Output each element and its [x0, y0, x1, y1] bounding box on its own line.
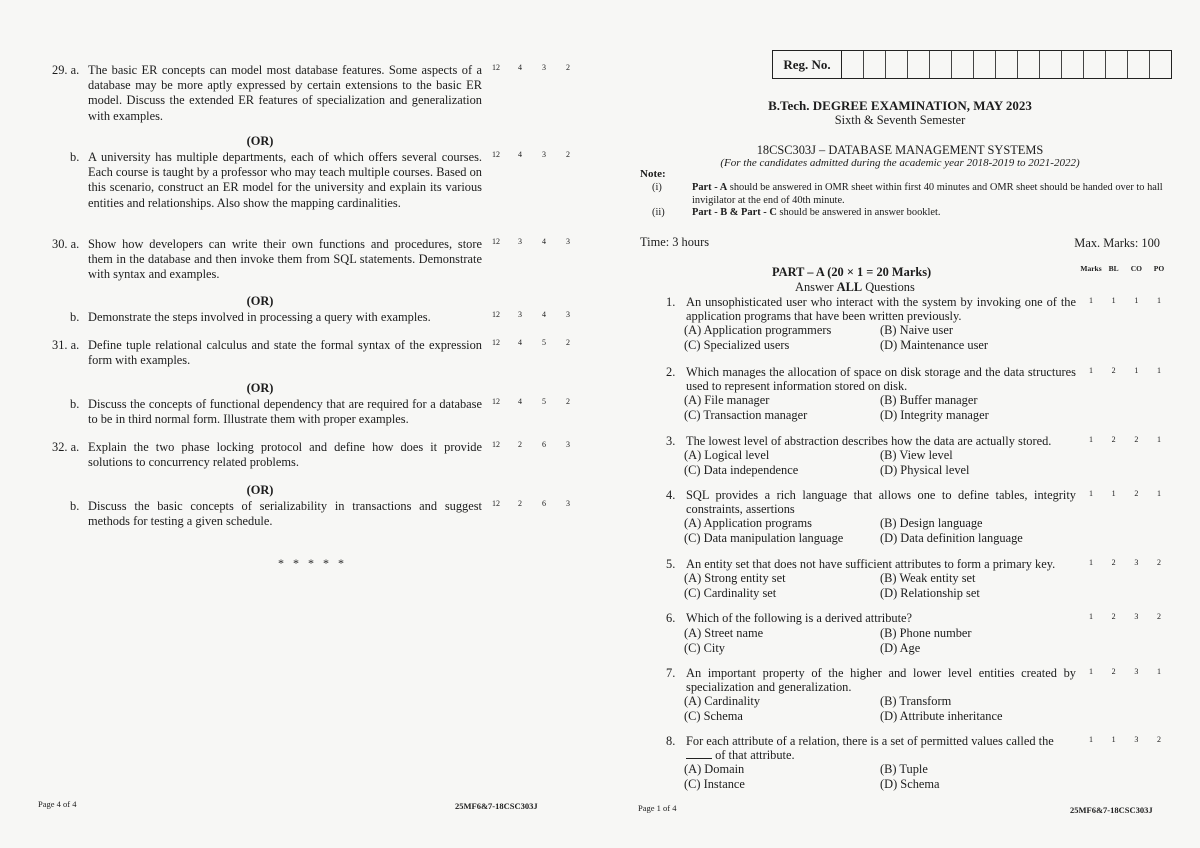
mcq-text-part-a: For each attribute of a relation, there is a set of permitted values called the [686, 734, 1054, 748]
po-value: 2 [566, 397, 570, 406]
question-30a [52, 237, 482, 283]
option-a[interactable]: (A) Application programs [684, 516, 813, 530]
marks-value: 12 [492, 440, 500, 449]
po-value: 2 [1156, 735, 1161, 744]
semester: Sixth & Seventh Semester [834, 113, 966, 127]
option-a[interactable]: (A) Domain [684, 762, 745, 776]
reg-digit-cell[interactable] [908, 51, 930, 78]
co-value: 3 [1134, 735, 1139, 744]
reg-digit-cell[interactable] [1062, 51, 1084, 78]
option-d[interactable]: (D) Attribute inheritance [880, 709, 1003, 723]
reg-digit-cell[interactable] [886, 51, 908, 78]
marks-value: 12 [492, 338, 500, 347]
exam-title: B.Tech. DEGREE EXAMINATION, MAY 2023 [768, 98, 1032, 113]
end-of-paper-stars: * * * * * [278, 556, 347, 570]
option-d[interactable]: (D) Integrity manager [880, 408, 989, 422]
question-text: Explain the two phase locking protocol and define how does it provide solutions to concurrency related problems. [88, 440, 482, 470]
candidates-note: (For the candidates admitted during the academic year 2018-2019 to 2021-2022) [720, 157, 1080, 169]
marks-row [487, 499, 577, 508]
co-value: 2 [1134, 489, 1139, 498]
bl-value: 2 [1111, 435, 1116, 444]
note-body: should be answered in OMR sheet within first 40 minutes and OMR sheet should be handed over to hall invigilator at the end of 40th minute. [692, 182, 1163, 206]
option-a[interactable]: (A) Cardinality [684, 694, 761, 708]
marks-value: 1 [1089, 558, 1093, 567]
co-value: 3 [1134, 558, 1139, 567]
mcq-5 [666, 557, 1076, 571]
mcq-7 [666, 666, 1076, 694]
question-number: 30. a. [52, 237, 80, 251]
reg-digit-cell[interactable] [974, 51, 996, 78]
marks-row [487, 237, 577, 246]
reg-digit-cell[interactable] [1128, 51, 1150, 78]
reg-digit-cell[interactable] [1106, 51, 1128, 78]
mcq-1 [666, 295, 1076, 323]
question-number: b. [70, 499, 80, 513]
option-b[interactable]: (B) Buffer manager [880, 393, 978, 407]
option-c[interactable]: (C) Data independence [684, 463, 799, 477]
reg-number-box [772, 50, 1172, 79]
po-value: 2 [566, 63, 570, 72]
co-value: 4 [542, 237, 546, 246]
question-text: Discuss the concepts of functional dependency that are required for a database to be in third normal form. Illustrate them with proper examples. [88, 397, 482, 427]
question-text: Define tuple relational calculus and state the formal syntax of the expression form with examples. [88, 338, 482, 368]
bl-value: 4 [518, 63, 522, 72]
marks-value: 1 [1089, 489, 1093, 498]
mcq-4 [666, 488, 1076, 516]
marks-row [1080, 489, 1170, 498]
marks-row [1080, 558, 1170, 567]
question-number: b. [70, 310, 80, 324]
reg-digit-cell[interactable] [1084, 51, 1106, 78]
option-b[interactable]: (B) Transform [880, 694, 952, 708]
or-separator: (OR) [246, 381, 274, 395]
mcq-number: 5. [666, 557, 676, 571]
po-value: 1 [1156, 435, 1161, 444]
mcq-2 [666, 365, 1076, 393]
marks-row [487, 397, 577, 406]
option-a[interactable]: (A) Logical level [684, 448, 770, 462]
note-item-1 [640, 182, 1170, 207]
exam-page-1 [600, 0, 1200, 848]
co-value: 3 [1134, 612, 1139, 621]
question-number: b. [70, 397, 80, 411]
po-value: 3 [566, 310, 570, 319]
option-d[interactable]: (D) Schema [880, 777, 940, 791]
marks-row [1080, 435, 1170, 444]
reg-digit-cell[interactable] [842, 51, 864, 78]
marks-row [1080, 296, 1170, 305]
question-32b [52, 499, 482, 529]
bl-value: 2 [518, 499, 522, 508]
po-value: 3 [566, 440, 570, 449]
po-value: 2 [1156, 558, 1161, 567]
question-31b [52, 397, 482, 427]
po-value: 1 [1156, 296, 1161, 305]
question-32a [52, 440, 482, 470]
bl-value: 3 [518, 310, 522, 319]
paper-code: 25MF6&7-18CSC303J [455, 801, 538, 811]
note-roman: (ii) [652, 207, 665, 218]
co-value: 1 [1134, 366, 1139, 375]
bl-value: 1 [1111, 489, 1116, 498]
marks-value: 1 [1089, 667, 1093, 676]
note-text [692, 207, 1170, 220]
mcq-number: 4. [666, 488, 676, 502]
page-number: Page 4 of 4 [38, 799, 77, 809]
mcq-text [686, 734, 1076, 762]
bl-value: 4 [518, 150, 522, 159]
marks-value: 1 [1089, 612, 1093, 621]
header-marks: Marks [1080, 264, 1102, 273]
header-co: CO [1130, 264, 1142, 273]
bl-value: 2 [1111, 667, 1116, 676]
option-c[interactable]: (C) Transaction manager [684, 408, 808, 422]
note-item-2 [640, 207, 1170, 220]
question-29a [52, 63, 482, 124]
marks-value: 1 [1089, 296, 1093, 305]
bl-value: 2 [518, 440, 522, 449]
mcq-text-part-b: of that attribute. [712, 748, 795, 763]
marks-value: 12 [492, 397, 500, 406]
marks-value: 1 [1089, 366, 1093, 375]
header-bl: BL [1108, 264, 1119, 273]
marks-row [487, 440, 577, 449]
bl-value: 1 [1111, 296, 1116, 305]
note-bold: Part - B & Part - C [692, 207, 777, 218]
co-value: 1 [1134, 296, 1139, 305]
marks-row [1080, 667, 1170, 676]
mcq-text: An unsophisticated user who interact with the system by invoking one of the application programs that have been written previously. [686, 295, 1076, 324]
marks-value: 12 [492, 237, 500, 246]
reg-digit-cell[interactable] [996, 51, 1018, 78]
reg-digit-cell[interactable] [952, 51, 974, 78]
co-value: 6 [542, 499, 546, 508]
option-a[interactable]: (A) File manager [684, 393, 770, 407]
po-value: 3 [566, 237, 570, 246]
mcq-text: Which of the following is a derived attribute? [686, 611, 913, 625]
mcq-text: The lowest level of abstraction describes how the data are actually stored. [686, 434, 1052, 448]
question-text: Show how developers can write their own functions and procedures, store them in the database and then invoke them from SQL statements. Demonstrate with syntax and examples. [88, 237, 482, 282]
po-value: 2 [566, 338, 570, 347]
note-bold: Part - A [692, 182, 728, 193]
note-text [692, 182, 1170, 207]
mcq-number: 2. [666, 365, 676, 379]
po-value: 2 [566, 150, 570, 159]
mcq-6 [666, 611, 1076, 625]
marks-columns-header [1080, 264, 1170, 273]
marks-value: 1 [1089, 435, 1093, 444]
paper-code: 25MF6&7-18CSC303J [1070, 805, 1153, 815]
marks-row [487, 150, 577, 159]
option-a[interactable]: (A) Street name [684, 626, 764, 640]
po-value: 1 [1156, 489, 1161, 498]
po-value: 1 [1156, 667, 1161, 676]
co-value: 4 [542, 310, 546, 319]
question-30b [52, 310, 482, 325]
option-d[interactable]: (D) Maintenance user [880, 338, 989, 352]
option-d[interactable]: (D) Data definition language [880, 531, 1023, 545]
or-separator: (OR) [246, 134, 274, 148]
question-number: b. [70, 150, 80, 164]
or-separator: (OR) [246, 294, 274, 308]
marks-row [487, 338, 577, 347]
reg-digit-cell[interactable] [930, 51, 952, 78]
option-a[interactable]: (A) Strong entity set [684, 571, 786, 585]
option-c[interactable]: (C) Schema [684, 709, 743, 723]
marks-row [1080, 735, 1170, 744]
bl-value: 2 [1111, 558, 1116, 567]
fill-in-blank [686, 758, 712, 759]
bl-value: 2 [1111, 366, 1116, 375]
mcq-text: Which manages the allocation of space on disk storage and the data structures used to represent information stored on disk. [686, 365, 1076, 394]
bl-value: 1 [1111, 735, 1116, 744]
mcq-number: 8. [666, 734, 676, 748]
option-a[interactable]: (A) Application programmers [684, 323, 832, 337]
mcq-8 [666, 734, 1076, 762]
note-roman: (i) [652, 182, 662, 193]
marks-row [487, 63, 577, 72]
page-number: Page 1 of 4 [638, 803, 677, 813]
question-number: 29. a. [52, 63, 80, 77]
marks-row [1080, 366, 1170, 375]
marks-value: 12 [492, 310, 500, 319]
marks-row [487, 310, 577, 319]
co-value: 5 [542, 397, 546, 406]
note-label: Note: [640, 168, 666, 180]
answer-all-suffix: Questions [862, 280, 915, 294]
marks-value: 12 [492, 499, 500, 508]
co-value: 3 [542, 63, 546, 72]
mcq-number: 1. [666, 295, 676, 309]
option-d[interactable]: (D) Age [880, 641, 921, 655]
question-text: The basic ER concepts can model most database features. Some aspects of a database may be more aptly expressed by certain extensions to the basic ER model. Discuss the extended ER features of specialization and generalization with examples. [88, 63, 482, 123]
reg-digit-cell[interactable] [864, 51, 886, 78]
reg-digit-cell[interactable] [1150, 51, 1171, 78]
option-c[interactable]: (C) City [684, 641, 725, 655]
question-text: Discuss the basic concepts of serializability in transactions and suggest methods for testing a given schedule. [88, 499, 482, 529]
option-c[interactable]: (C) Specialized users [684, 338, 790, 352]
question-text: A university has multiple departments, each of which offers several courses. Each course is taught by a professor who may teach multiple courses. Based on this scenario, construct an ER model for the university and explain its various entities and relationships. Also show the mapping cardinalities. [88, 150, 482, 210]
mcq-text: SQL provides a rich language that allows one to define tables, integrity constraints, assertions [686, 488, 1076, 517]
header-po: PO [1153, 264, 1165, 273]
marks-row [1080, 612, 1170, 621]
course-title: 18CSC303J – DATABASE MANAGEMENT SYSTEMS [756, 143, 1044, 157]
option-b[interactable]: (B) Weak entity set [880, 571, 976, 585]
option-b[interactable]: (B) View level [880, 448, 953, 462]
question-29b [52, 150, 482, 211]
question-number: 32. a. [52, 440, 80, 454]
option-c[interactable]: (C) Instance [684, 777, 745, 791]
option-b[interactable]: (B) Design language [880, 516, 983, 530]
co-value: 3 [1134, 667, 1139, 676]
mcq-number: 3. [666, 434, 676, 448]
mcq-3 [666, 434, 1076, 448]
reg-digit-cell[interactable] [1018, 51, 1040, 78]
mcq-number: 7. [666, 666, 676, 680]
marks-value: 1 [1089, 735, 1093, 744]
question-31a [52, 338, 482, 368]
answer-all-instruction [795, 280, 915, 295]
exam-duration: Time: 3 hours [640, 235, 710, 249]
question-number: 31. a. [52, 338, 80, 352]
bl-value: 2 [1111, 612, 1116, 621]
mcq-number: 6. [666, 611, 676, 625]
marks-value: 12 [492, 150, 500, 159]
max-marks: Max. Marks: 100 [1074, 236, 1160, 250]
bl-value: 4 [518, 338, 522, 347]
part-a-heading: PART – A (20 × 1 = 20 Marks) [772, 265, 932, 279]
mcq-text: An important property of the higher and lower level entities created by specialization and generalization. [686, 666, 1076, 695]
option-c[interactable]: (C) Cardinality set [684, 586, 777, 600]
reg-digit-cell[interactable] [1040, 51, 1062, 78]
question-text: Demonstrate the steps involved in processing a query with examples. [88, 310, 431, 324]
option-d[interactable]: (D) Physical level [880, 463, 970, 477]
answer-all-bold: ALL [836, 280, 863, 294]
mcq-text: An entity set that does not have sufficient attributes to form a primary key. [686, 557, 1056, 571]
marks-value: 12 [492, 63, 500, 72]
po-value: 3 [566, 499, 570, 508]
option-b[interactable]: (B) Tuple [880, 762, 928, 776]
po-value: 1 [1156, 366, 1161, 375]
option-d[interactable]: (D) Relationship set [880, 586, 980, 600]
answer-all-prefix: Answer [795, 280, 837, 294]
or-separator: (OR) [246, 483, 274, 497]
co-value: 3 [542, 150, 546, 159]
co-value: 2 [1134, 435, 1139, 444]
option-b[interactable]: (B) Phone number [880, 626, 972, 640]
po-value: 2 [1156, 612, 1161, 621]
co-value: 5 [542, 338, 546, 347]
reg-number-label: Reg. No. [773, 51, 842, 78]
option-c[interactable]: (C) Data manipulation language [684, 531, 844, 545]
bl-value: 4 [518, 397, 522, 406]
bl-value: 3 [518, 237, 522, 246]
note-body: should be answered in answer booklet. [776, 207, 941, 218]
co-value: 6 [542, 440, 546, 449]
option-b[interactable]: (B) Naive user [880, 323, 953, 337]
